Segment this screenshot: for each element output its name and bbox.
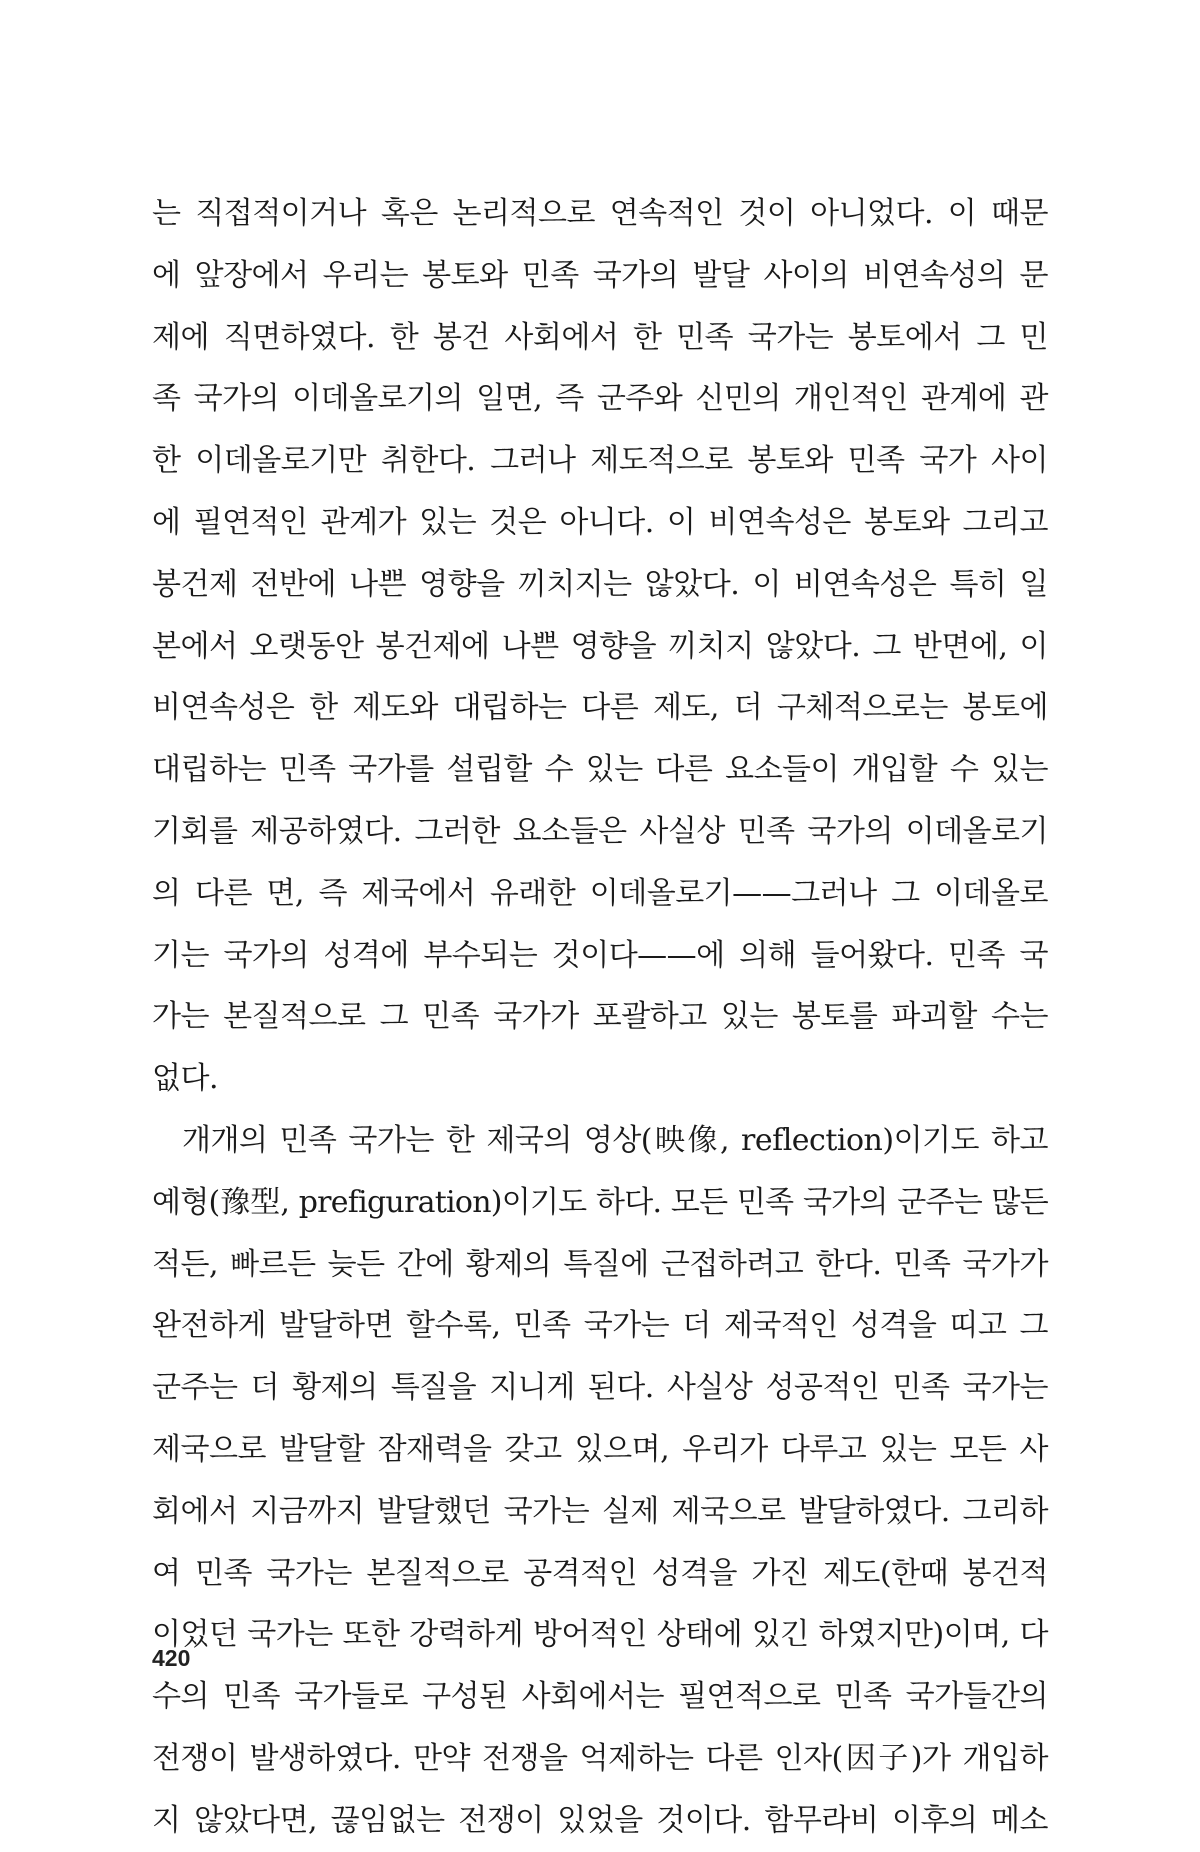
paragraph-2 xyxy=(152,1110,1048,1852)
text-line: 에 앞장에서 우리는 봉토와 민족 국가의 발달 사이의 비연속성의 문 xyxy=(152,257,1048,293)
text-line: 예형(豫型, prefiguration)이기도 하다. 모든 민족 국가의 군주는 많든 xyxy=(152,1184,1048,1220)
text-line: 대립하는 민족 국가를 설립할 수 있는 다른 요소들이 개입할 수 있는 xyxy=(152,752,1048,788)
text-line: 비연속성은 한 제도와 대립하는 다른 제도, 더 구체적으로는 봉토에 xyxy=(152,690,1048,726)
text-line: 적든, 빠르든 늦든 간에 황제의 특질에 근접하려고 한다. 민족 국가가 xyxy=(152,1246,1048,1282)
text-line: 이었던 국가는 또한 강력하게 방어적인 상태에 있긴 하였지만)이며, 다 xyxy=(152,1617,1048,1653)
text-line: 기는 국가의 성격에 부수되는 것이다——에 의해 들어왔다. 민족 국 xyxy=(152,937,1048,973)
paragraph-1 xyxy=(152,183,1048,1110)
text-line: 수의 민족 국가들로 구성된 사회에서는 필연적으로 민족 국가들간의 xyxy=(152,1679,1048,1715)
text-line: 지 않았다면, 끊임없는 전쟁이 있었을 것이다. 함무라비 이후의 메소 xyxy=(152,1802,1048,1838)
text-line: 에 필연적인 관계가 있는 것은 아니다. 이 비연속성은 봉토와 그리고 xyxy=(152,504,1048,540)
text-line: 의 다른 면, 즉 제국에서 유래한 이데올로기——그러나 그 이데올로 xyxy=(152,875,1048,911)
text-line: 회에서 지금까지 발달했던 국가는 실제 제국으로 발달하였다. 그리하 xyxy=(152,1493,1048,1529)
text-line: 제국으로 발달할 잠재력을 갖고 있으며, 우리가 다루고 있는 모든 사 xyxy=(152,1431,1048,1467)
body-text xyxy=(152,183,1048,1852)
text-line: 본에서 오랫동안 봉건제에 나쁜 영향을 끼치지 않았다. 그 반면에, 이 xyxy=(152,628,1048,664)
text-line: 완전하게 발달하면 할수록, 민족 국가는 더 제국적인 성격을 띠고 그 xyxy=(152,1308,1048,1344)
text-line: 전쟁이 발생하였다. 만약 전쟁을 억제하는 다른 인자(因子)가 개입하 xyxy=(152,1740,1048,1776)
page-number: 420 xyxy=(152,1645,191,1671)
text-line: 봉건제 전반에 나쁜 영향을 끼치지는 않았다. 이 비연속성은 특히 일 xyxy=(152,566,1048,602)
text-line: 없다. xyxy=(152,1061,218,1097)
text-line: 여 민족 국가는 본질적으로 공격적인 성격을 가진 제도(한때 봉건적 xyxy=(152,1555,1048,1591)
text-line: 한 이데올로기만 취한다. 그러나 제도적으로 봉토와 민족 국가 사이 xyxy=(152,443,1048,479)
text-line: 제에 직면하였다. 한 봉건 사회에서 한 민족 국가는 봉토에서 그 민 xyxy=(152,319,1048,355)
text-line: 족 국가의 이데올로기의 일면, 즉 군주와 신민의 개인적인 관계에 관 xyxy=(152,381,1048,417)
text-line: 개개의 민족 국가는 한 제국의 영상(映像, reflection)이기도 하고 xyxy=(182,1122,1048,1158)
text-line: 는 직접적이거나 혹은 논리적으로 연속적인 것이 아니었다. 이 때문 xyxy=(152,196,1048,231)
text-line: 기회를 제공하였다. 그러한 요소들은 사실상 민족 국가의 이데올로기 xyxy=(152,813,1048,849)
text-line: 군주는 더 황제의 특질을 지니게 된다. 사실상 성공적인 민족 국가는 xyxy=(152,1370,1048,1406)
text-line: 가는 본질적으로 그 민족 국가가 포괄하고 있는 봉토를 파괴할 수는 xyxy=(152,999,1048,1035)
